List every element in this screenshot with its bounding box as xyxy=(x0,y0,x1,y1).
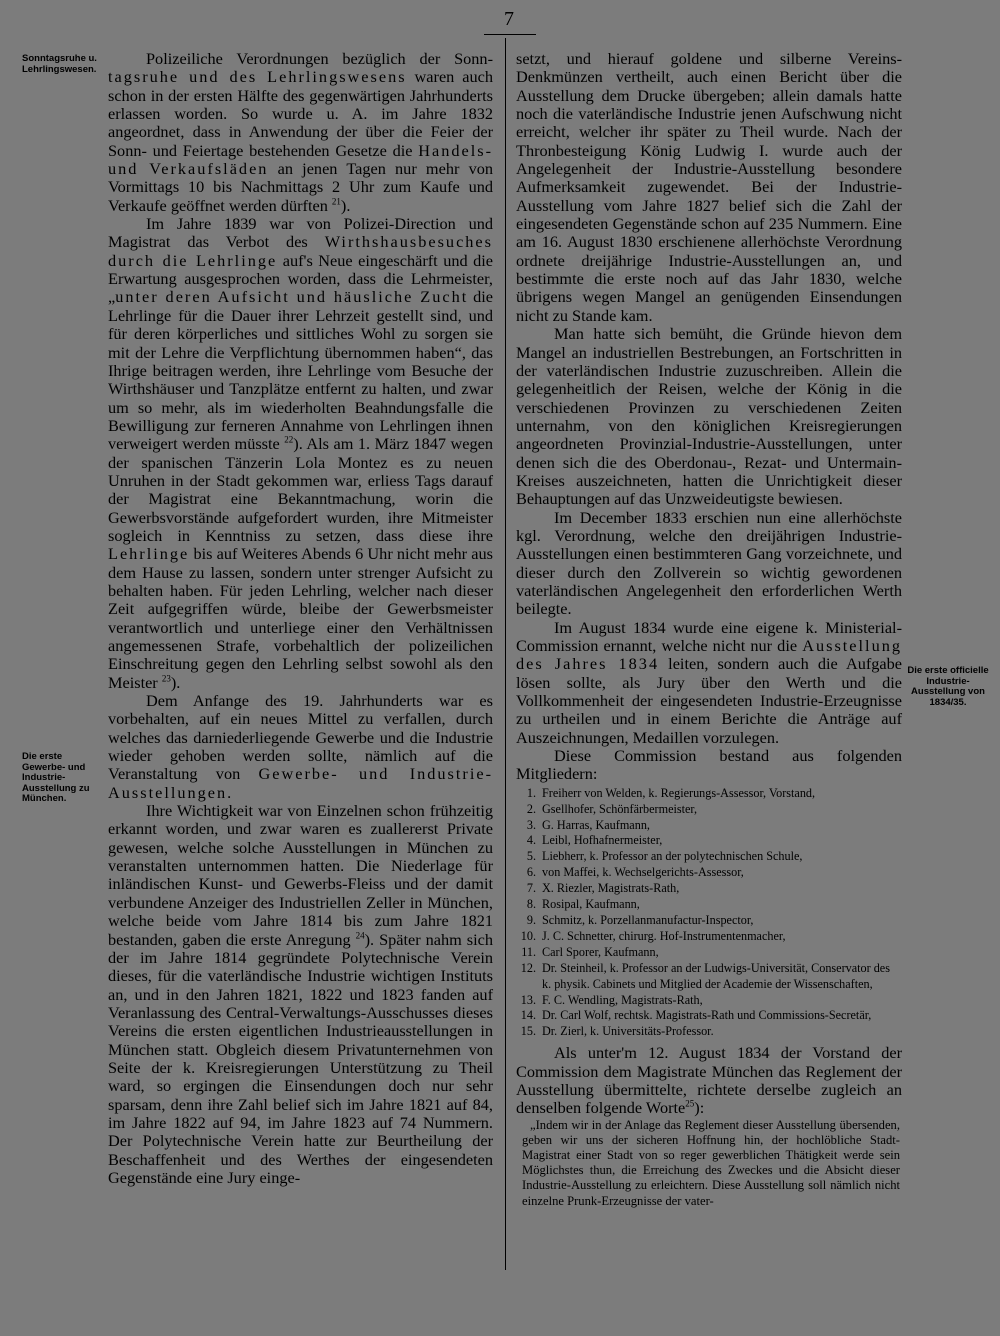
member-text: Dr. Steinheil, k. Professor an der Ludwigs-Universität, Conservator des k. physik. Cabinets und Mitglied der Academie der Wissenschaften, xyxy=(542,960,890,991)
footnote-ref: 21 xyxy=(331,196,341,207)
text-run: waren auch schon in der ersten Hälfte des gegenwärtigen Jahrhunderts erlassen worden. So wurde u. A. im Jahre 1832 angeordnet, dass in Anwendung der über die Feier der Sonn- und Feiertage bestehenden Gesetze die xyxy=(108,67,494,160)
member-item xyxy=(516,929,902,945)
member-number: 6. xyxy=(526,865,536,880)
member-number: 12. xyxy=(520,960,536,975)
spaced-term: Ausstellung des Jahres 1834 xyxy=(516,636,902,674)
paragraph-sonntagsruhe xyxy=(108,50,493,215)
text-run: auf's Neue eingeschärft und die Erwartung ausgesprochen worden, dass die Lehrmeister, „ xyxy=(108,250,494,307)
member-number: 1. xyxy=(526,785,536,800)
member-text: X. Riezler, Magistrats-Rath, xyxy=(542,881,680,896)
member-number: 7. xyxy=(526,881,536,896)
paragraph-lehrlinge xyxy=(108,215,493,692)
member-item xyxy=(516,786,902,802)
column-divider xyxy=(505,38,506,1270)
text-run: die Lehrlinge für die Dauer ihrer Lehrzeit gestellt sind, und für deren körperliches und sittliches Wohl zu sorgen sie mit der Lehre die Verpflichtung übernommen haben“, das Ihrige beitragen werden, ihre Lehrlinge vom Besuche der Wirthshäuser und Tanzplätze entfernt zu halten, und zwar um so mehr, als im wiederholten Beahndungsfalle die Bewilligung zur ferneren Annahme von Lehrlingen ihnen verweigert werden müsste xyxy=(108,287,493,454)
paragraph-continued: setzt, und hierauf goldene und silberne Vereins-Denkmünzen vertheilt, auch einen Bericht über die Ausstellung dem Drucke übergeben; allein damals hatte noch die vaterländische Industrie jenen Aufschwung nicht erreicht, welcher ihr später zu Theil wurde. Nach der Thronbesteigung König Ludwig I. wurde auch der Angelegenheit der Industrie-Ausstellung besondere Aufmerksamkeit zugewendet. Bei der Industrie-Ausstellung vom Jahre 1827 belief sich die Zahl der eingesendeten Gegenstände schon auf 235 Nummern. Eine am 16. August 1830 erschienene allerhöchste Verordnung ordnete dreijährige Industrie-Ausstellungen an, und bestimmte die erste noch auf das Jahr 1830, welche übrigens wegen Mangel an genügenden Einsendungen nicht zu Stande kam. xyxy=(516,49,902,325)
member-item xyxy=(516,849,902,865)
margin-note-sonntagsruhe: Sonntagsruhe u. Lehrlingswesen. xyxy=(22,53,97,75)
paragraph-gruende: Man hatte sich bemüht, die Gründe hievon dem Mangel an industriellen Bestrebungen, an Fortschritten in der vaterländischen Industrie zuzuschreiben. Allein die gelegenheitlich der Reisen, welche der König in die verschiedenen Provinzen zu verschiedenen Zeiten unternahm, von den königlichen Kreisregierungen angeordneten Provinzial-Industrie-Ausstellungen, unter denen sich die des Oberdonau-, Rezat- und Untermain-Kreises auszeichneten, hatten die Unrichtigkeit dieser Behauptungen auf das Unzweideutigste bewiesen. xyxy=(516,324,902,509)
commission-members-list xyxy=(516,786,902,1041)
member-text: F. C. Wendling, Magistrats-Rath, xyxy=(542,992,703,1007)
member-number: 15. xyxy=(520,1024,536,1039)
member-text: Leibl, Hofhafnermeister, xyxy=(542,833,663,848)
spaced-term: Wirthshausbesuches durch die Lehrlinge xyxy=(108,232,493,270)
text-run: ). xyxy=(170,672,181,692)
member-item xyxy=(516,993,902,1009)
member-item xyxy=(516,865,902,881)
text-run: ). Später nahm sich der im Jahre 1814 gegründete Polytechnische Verein dieses, für die vaterländische Industrie wichtigen Instituts an, und in den Jahren 1821, 1822 und 1823 fanden auf Veranlassung des Central-Verwaltungs-Ausschusses dieses Vereins die ersten eigentlichen Industrieausstellungen in München statt. Obgleich diesem Privatunternehmen von Seite der k. Kreisregierungen Unterstützung zu Theil ward, so ergingen die Einsendungen doch nur sehr sparsam, denn ihre Zahl belief sich im Jahre 1821 auf 84, im Jahre 1822 auf 94, im Jahre 1823 auf 74 Nummern. Der Polytechnische Verein hatte zur Beurtheilung der Beschaffenheit und des Werthes der eingesendeten Gegenstände eine Jury einge- xyxy=(108,929,493,1187)
paragraph-reglement xyxy=(516,1044,902,1117)
paragraph-commission: Diese Commission bestand aus folgenden Mitgliedern: xyxy=(516,746,902,784)
member-text: Liebherr, k. Professor an der polytechnischen Schule, xyxy=(542,849,803,864)
right-column xyxy=(516,50,902,1209)
member-item xyxy=(516,945,902,961)
member-text: Carl Sporer, Kaufmann, xyxy=(542,944,659,959)
text-run: Im Jahre 1839 war von Polizei-Direction und Magistrat das Verbot des xyxy=(108,214,493,252)
left-column xyxy=(108,50,493,1187)
member-number: 8. xyxy=(526,897,536,912)
member-number: 11. xyxy=(521,944,536,959)
member-number: 14. xyxy=(520,1008,536,1023)
member-item xyxy=(516,881,902,897)
member-item xyxy=(516,802,902,818)
member-item xyxy=(516,1024,902,1040)
text-run: ). xyxy=(340,195,351,215)
spaced-term: unter deren Aufsicht und häusliche Zucht xyxy=(115,287,469,307)
member-text: Dr. Carl Wolf, rechtsk. Magistrats-Rath und Commissions-Secretär, xyxy=(542,1008,872,1023)
member-item xyxy=(516,961,902,993)
member-item xyxy=(516,833,902,849)
text-run: Ihre Wichtigkeit war von Einzelnen schon frühzeitig erkannt worden, und zwar waren es zuallererst Private gewesen, welche solche Ausstellungen in München zu veranstalten unternommen hatten. Die Niederlage für inländischen Kunst- und Gewerbs-Fleiss und der damit verbundene Anzeiger des Industriellen Zeller in München, welche beide vom Jahre 1814 bis zum Jahre 1821 bestanden, gaben die erste Anregung xyxy=(108,801,493,949)
paragraph-wichtigkeit xyxy=(108,802,493,1187)
member-number: 4. xyxy=(526,833,536,848)
footnote-ref: 23 xyxy=(161,673,171,684)
member-text: von Maffei, k. Wechselgerichts-Assessor, xyxy=(542,865,744,880)
member-text: Schmitz, k. Porzellanmanufactur-Inspector, xyxy=(542,913,754,927)
member-number: 3. xyxy=(526,817,536,832)
margin-note-erste-gewerbe-ausstellung: Die erste Gewerbe- und Industrie-Ausstellung zu München. xyxy=(22,751,90,804)
footnote-ref: 22 xyxy=(284,434,294,445)
text-run: ): xyxy=(694,1098,705,1118)
member-item xyxy=(516,913,902,929)
margin-note-erste-officielle-ausstellung: Die erste officielle Industrie-Ausstellung von 1834/35. xyxy=(907,665,989,708)
member-number: 13. xyxy=(520,992,536,1007)
member-text: Freiherr von Welden, k. Regierungs-Assessor, Vorstand, xyxy=(542,785,816,800)
member-text: Rosipal, Kaufmann, xyxy=(542,897,640,912)
member-number: 5. xyxy=(526,849,536,864)
page-number: 7 xyxy=(504,8,514,30)
spaced-term: Gewerbe- und Industrie-Ausstellungen. xyxy=(108,764,493,802)
member-text: J. C. Schnetter, chirurg. Hof-Instrumentenmacher, xyxy=(542,928,786,943)
paragraph-august-1834 xyxy=(516,619,902,747)
member-number: 9. xyxy=(526,913,536,927)
text-run: Dem Anfange des 19. Jahrhunderts war es vorbehalten, auf ein neues Mittel zu verfallen, durch welches das darniederliegende Gewerbe und die Industrie wieder gehoben werden sollte, nämlich auf die Veranstaltung von xyxy=(108,691,493,784)
member-text: Gsellhofer, Schönfärbermeister, xyxy=(542,801,698,816)
paragraph-ausstellungen xyxy=(108,692,493,802)
member-number: 2. xyxy=(526,801,536,816)
member-item xyxy=(516,1008,902,1024)
quote-block: „Indem wir in der Anlage das Reglement dieser Ausstellung übersenden, geben wir uns der sicheren Hoffnung hin, der hochlöbliche Stadt-Magistrat einer Stadt von so reger gewerblichen Thätigkeit werde sein Möglichstes thun, die Erreichung des Zweckes und die Absicht dieser Industrie-Ausstellung zu erleichtern. Diese Ausstellung soll nämlich nicht einzelne Prunk-Erzeugnisse der vater- xyxy=(522,1117,900,1208)
text-run: ). Als am 1. März 1847 wegen der spanischen Tänzerin Lola Montez es zu neuen Unruhen in der Stadt gekommen war, erliess Tags darauf der Magistrat eine Bekanntmachung, worin die Gewerbsvorstände aufgefordert wurden, ihre Mitmeister sogleich in Kenntniss zu setzen, dass diese ihre xyxy=(108,434,494,545)
header-rule xyxy=(484,34,536,35)
spaced-term: Handels- und Verkaufsläden xyxy=(108,140,494,179)
member-number: 10. xyxy=(520,928,536,943)
spaced-term: tagsruhe und des Lehrlingswesens xyxy=(108,67,407,87)
spaced-term: Lehrlinge xyxy=(108,544,190,564)
member-item xyxy=(516,818,902,834)
member-text: Dr. Zierl, k. Universitäts-Professor. xyxy=(542,1024,714,1039)
footnote-ref: 25 xyxy=(685,1098,695,1109)
text-run: leiten, sondern auch die Aufgabe lösen sollte, als Jury über den Werth und die Vollkommenheit der eingesendeten Industrie-Erzeugnisse zu urtheilen und in einem Berichte die Anträge auf Auszeichnungen, Medaillen vorzulegen. xyxy=(516,654,903,747)
paragraph-december-1833: Im December 1833 erschien nun eine allerhöchste kgl. Verordnung, welche den dreijährigen Industrie-Ausstellungen einen bestimmteren Gang vorzeichnete, und dieser durch den Zollverein so wichtig gewordenen vaterländischen Angelegenheit den erforderlichen Werth beilegte. xyxy=(516,507,902,619)
text-run: Als unter'm 12. August 1834 der Vorstand der Commission dem Magistrate München das Reglement der Ausstellung übermittelte, richtete derselbe zugleich an denselben folgende Worte xyxy=(516,1043,902,1118)
footnote-ref: 24 xyxy=(355,930,365,941)
text-run: an jenen Tagen nur mehr von Vormittags 10 bis Nachmittags 2 Uhr zum Kaufe und Verkaufe geöffnet werden dürften xyxy=(108,159,493,215)
member-item xyxy=(516,897,902,913)
text-run: Polizeiliche Verordnungen bezüglich der Sonn- xyxy=(146,49,493,68)
text-run: bis auf Weiteres Abends 6 Uhr nicht mehr aus dem Hause zu lassen, sondern unter strenger Aufsicht zu behalten haben. Für jeden Lehrling, welcher nach dieser Zeit aufgegriffen würde, bleibe der Gewerbsmeister verantwortlich und unterliege einer den Verhältnissen angemessenen Strafe, vorbehaltlich der polizeilichen Einschreitung gegen den Lehrling selbst sowohl als den Meister xyxy=(108,544,493,692)
member-text: G. Harras, Kaufmann, xyxy=(542,817,650,832)
text-run: Im August 1834 wurde eine eigene k. Ministerial-Commission ernannt, welche nicht nur die xyxy=(516,617,902,655)
